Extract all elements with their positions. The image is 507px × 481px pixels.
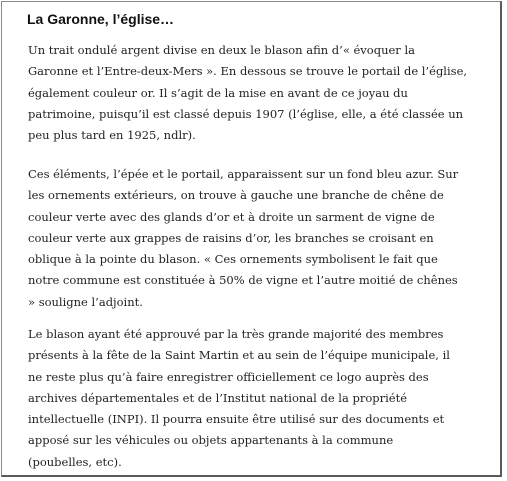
paragraph-line: également couleur or. Il s’agit de la mise en avant de ce joyau du <box>28 85 408 100</box>
paragraph-line: Garonne et l’Entre-deux-Mers ». En dessous se trouve le portail de l’église, <box>28 64 468 79</box>
paragraph-line: » souligne l’adjoint. <box>28 294 143 309</box>
paragraph-line: couleur verte avec des glands d’or et à droite un sarment de vigne de <box>28 209 435 224</box>
paragraph-line: peu plus tard en 1925, ndlr). <box>28 128 196 143</box>
article-frame <box>1 1 502 477</box>
paragraph-line: (poubelles, etc). <box>28 454 122 469</box>
paragraph-line: les ornements extérieurs, on trouve à gauche une branche de chêne de <box>28 188 444 203</box>
paragraph-line: Le blason ayant été approuvé par la très grande majorité des membres <box>28 327 444 341</box>
paragraph-line: notre commune est constituée à 50% de vigne et l’autre moitié de chênes <box>28 273 458 288</box>
paragraph-line: apposé sur les véhicules ou objets appartenants à la commune <box>28 433 394 448</box>
article-paragraph-1 <box>28 40 496 146</box>
paragraph-line: couleur verte aux grappes de raisins d’or, les branches se croisant en <box>28 230 434 245</box>
article-heading: La Garonne, l’église… <box>27 11 175 27</box>
paragraph-line: oblique à la pointe du blason. « Ces ornements symbolisent le fait que <box>28 252 438 267</box>
paragraph-line: Ces éléments, l’épée et le portail, apparaissent sur un fond bleu azur. Sur <box>28 167 459 181</box>
paragraph-line: Un trait ondulé argent divise en deux le blason afin d’« évoquer la <box>28 43 415 57</box>
paragraph-line: ne reste plus qu’à faire enregistrer officiellement ce logo auprès des <box>28 369 429 384</box>
paragraph-line: intellectuelle (INPI). Il pourra ensuite être utilisé sur des documents et <box>28 412 445 427</box>
paragraph-line: présents à la fête de la Saint Martin et au sein de l’équipe municipale, il <box>28 348 450 363</box>
article-paragraph-3 <box>28 324 496 473</box>
article-paragraph-2 <box>28 164 496 313</box>
paragraph-line: patrimoine, puisqu’il est classé depuis 1907 (l’église, elle, a été classée un <box>28 106 464 121</box>
paragraph-line: archives départementales et de l’Institut national de la propriété <box>28 390 408 405</box>
